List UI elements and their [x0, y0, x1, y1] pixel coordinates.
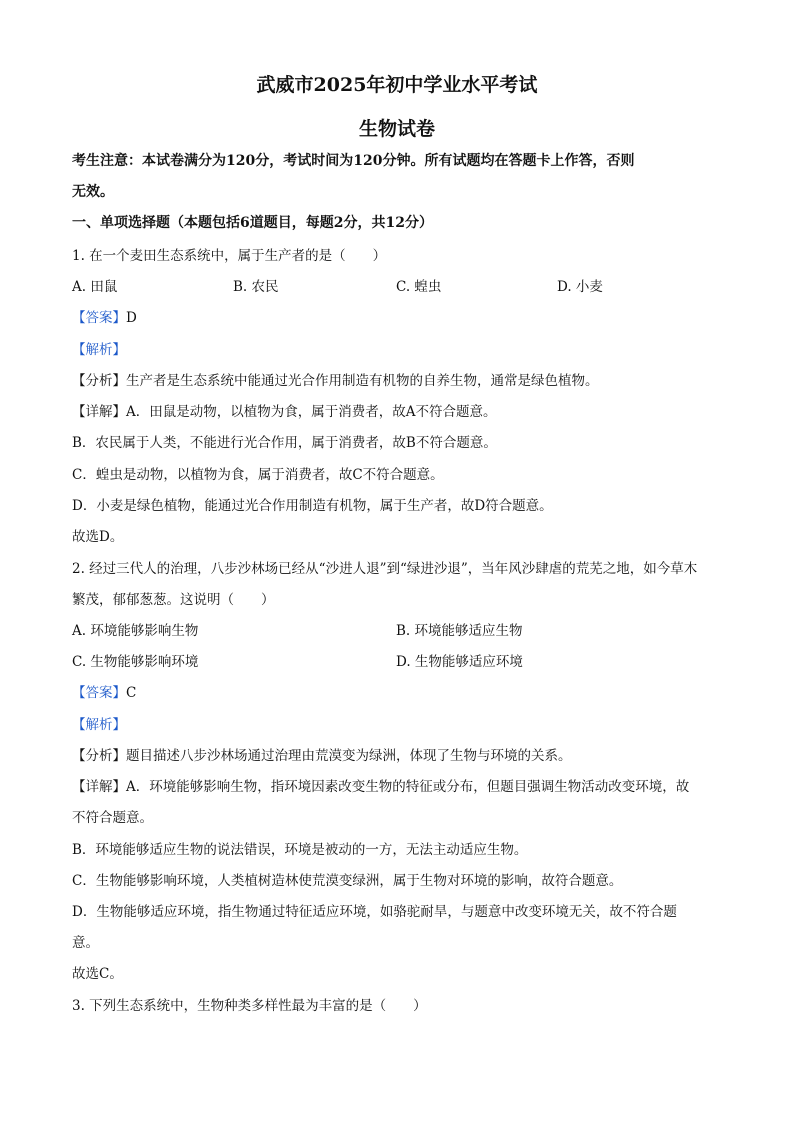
q2-option-b: B. 环境能够适应生物	[396, 623, 523, 639]
q2-answer-line	[72, 681, 136, 701]
q1-detail-d: D．小麦是绿色植物，能通过光合作用制造有机物，属于生产者，故D符合题意。	[72, 498, 553, 514]
section-heading: 一、单项选择题（本题包括6道题目，每题2分，共12分）	[72, 215, 433, 231]
q2-fenxi: 题目描述八步沙林场通过治理由荒漠变为绿洲，体现了生物与环境的关系。	[126, 748, 572, 764]
notice-line-2: 无效。	[72, 184, 114, 200]
q2-option-c: C. 生物能够影响环境	[72, 654, 199, 670]
exam-title: 武威市2025年初中学业水平考试	[256, 74, 538, 96]
xiangjie-tag: 【详解】	[72, 779, 126, 795]
q1-option-d: D. 小麦	[557, 279, 603, 295]
xiangjie-tag: 【详解】	[72, 404, 126, 420]
q1-detail-c: C．蝗虫是动物，以植物为食，属于消费者，故C不符合题意。	[72, 467, 444, 483]
q2-conclusion: 故选C。	[72, 966, 123, 982]
q2-detail-a-line-2: 不符合题意。	[72, 810, 153, 826]
q1-stem: 1. 在一个麦田生态系统中，属于生产者的是（ ）	[72, 248, 387, 264]
q2-option-a: A. 环境能够影响生物	[72, 623, 199, 639]
q1-answer-line	[72, 306, 137, 326]
fenxi-tag: 【分析】	[72, 373, 126, 389]
q1-fenxi: 生产者是生态系统中能通过光合作用制造有机物的自养生物，通常是绿色植物。	[126, 373, 599, 389]
q1-detail-b: B．农民属于人类，不能进行光合作用，属于消费者，故B不符合题意。	[72, 435, 497, 451]
q2-fenxi-line	[72, 744, 572, 764]
q1-fenxi-line	[72, 369, 599, 389]
analysis-tag: 【解析】	[72, 717, 126, 733]
q1-detail-a: A．田鼠是动物，以植物为食，属于消费者，故A不符合题意。	[126, 404, 497, 420]
q2-detail-a: A．环境能够影响生物，指环境因素改变生物的特征或分布，但题目强调生物活动改变环境，故	[126, 779, 690, 795]
q2-analysis-line	[72, 713, 126, 733]
q1-analysis-line	[72, 338, 126, 358]
q1-detail-a-line	[72, 400, 497, 420]
exam-subtitle: 生物试卷	[358, 118, 435, 140]
answer-tag: 【答案】	[72, 685, 126, 701]
q2-detail-d-line-1: D．生物能够适应环境，指生物通过特征适应环境，如骆驼耐旱，与题意中改变环境无关，故不符合题	[72, 904, 677, 920]
q1-option-a: A. 田鼠	[72, 279, 118, 295]
q2-answer: C	[126, 685, 137, 701]
q2-detail-b: B．环境能够适应生物的说法错误，环境是被动的一方，无法主动适应生物。	[72, 842, 528, 858]
q2-stem-line-1: 2. 经过三代人的治理，八步沙林场已经从“沙进人退”到“绿进沙退”，当年风沙肆虐的荒芜之地，如今草木	[72, 561, 698, 577]
analysis-tag: 【解析】	[72, 342, 126, 358]
fenxi-tag: 【分析】	[72, 748, 126, 764]
q1-conclusion: 故选D。	[72, 529, 124, 545]
q1-answer: D	[126, 310, 137, 326]
notice-line-1: 考生注意：本试卷满分为120分，考试时间为120分钟。所有试题均在答题卡上作答，否则	[72, 153, 635, 169]
q1-option-c: C. 蝗虫	[396, 279, 442, 295]
answer-tag: 【答案】	[72, 310, 126, 326]
q2-option-d: D. 生物能够适应环境	[396, 654, 523, 670]
q3-stem: 3. 下列生态系统中，生物种类多样性最为丰富的是（ ）	[72, 998, 427, 1014]
q2-detail-a-line-1	[72, 775, 689, 795]
q2-detail-c: C．生物能够影响环境，人类植树造林使荒漠变绿洲，属于生物对环境的影响，故符合题意。	[72, 873, 623, 889]
q2-stem-line-2: 繁茂，郁郁葱葱。这说明（ ）	[72, 592, 275, 608]
q1-option-b: B. 农民	[233, 279, 279, 295]
q2-detail-d-line-2: 意。	[72, 935, 99, 951]
